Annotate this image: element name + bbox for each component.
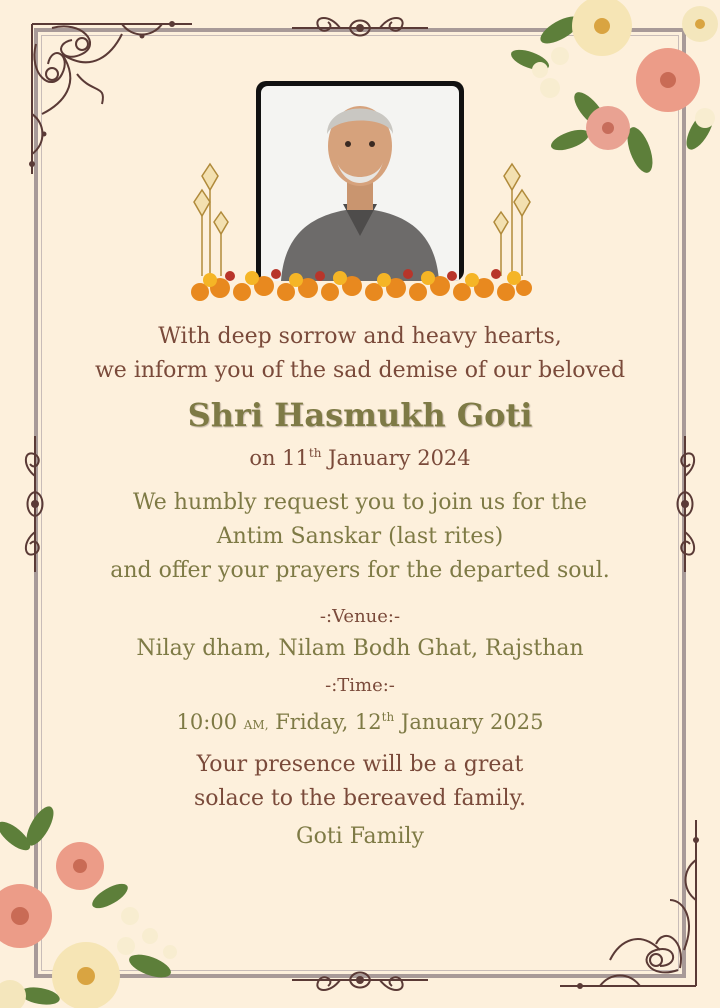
closing-line-2: solace to the bereaved family. xyxy=(193,786,527,811)
time-day-sup: th xyxy=(381,710,395,724)
date-of-demise xyxy=(0,446,720,470)
date-suffix: January 2024 xyxy=(321,446,471,470)
request-line-1: We humbly request you to join us for the xyxy=(132,490,588,515)
top-left-ornament-icon xyxy=(22,14,202,184)
message-line-2: we inform you of the sad demise of our beloved xyxy=(94,358,626,383)
condolence-message xyxy=(0,320,720,388)
bottom-center-ornament-icon xyxy=(292,966,428,996)
request-message xyxy=(0,486,720,588)
top-center-ornament-icon xyxy=(292,12,428,42)
portrait-frame xyxy=(256,81,464,281)
date-sup: th xyxy=(308,446,322,460)
date-prefix: on 11 xyxy=(249,446,309,470)
time-label: -:Time:- xyxy=(325,675,395,696)
closing-line-1: Your presence will be a great xyxy=(196,752,524,777)
time-ampm: AM, xyxy=(243,718,269,732)
request-line-3: and offer your prayers for the departed soul. xyxy=(110,558,610,583)
message-line-1: With deep sorrow and heavy hearts, xyxy=(158,324,562,349)
time-hour: 10:00 xyxy=(176,710,238,734)
request-line-2: Antim Sanskar (last rites) xyxy=(216,524,504,549)
event-time xyxy=(0,710,720,734)
venue-place: Nilay dham, Nilam Bodh Ghat, Rajsthan xyxy=(136,636,584,661)
venue-label: -:Venue:- xyxy=(319,606,401,627)
marigold-garland-icon xyxy=(186,262,534,308)
family-name: Goti Family xyxy=(296,824,424,849)
time-day-suffix: January 2025 xyxy=(394,710,544,734)
closing-message xyxy=(0,748,720,816)
portrait-photo xyxy=(261,86,459,281)
time-day-prefix: Friday, 12 xyxy=(268,710,382,734)
deceased-name: Shri Hasmukh Goti xyxy=(187,396,533,434)
